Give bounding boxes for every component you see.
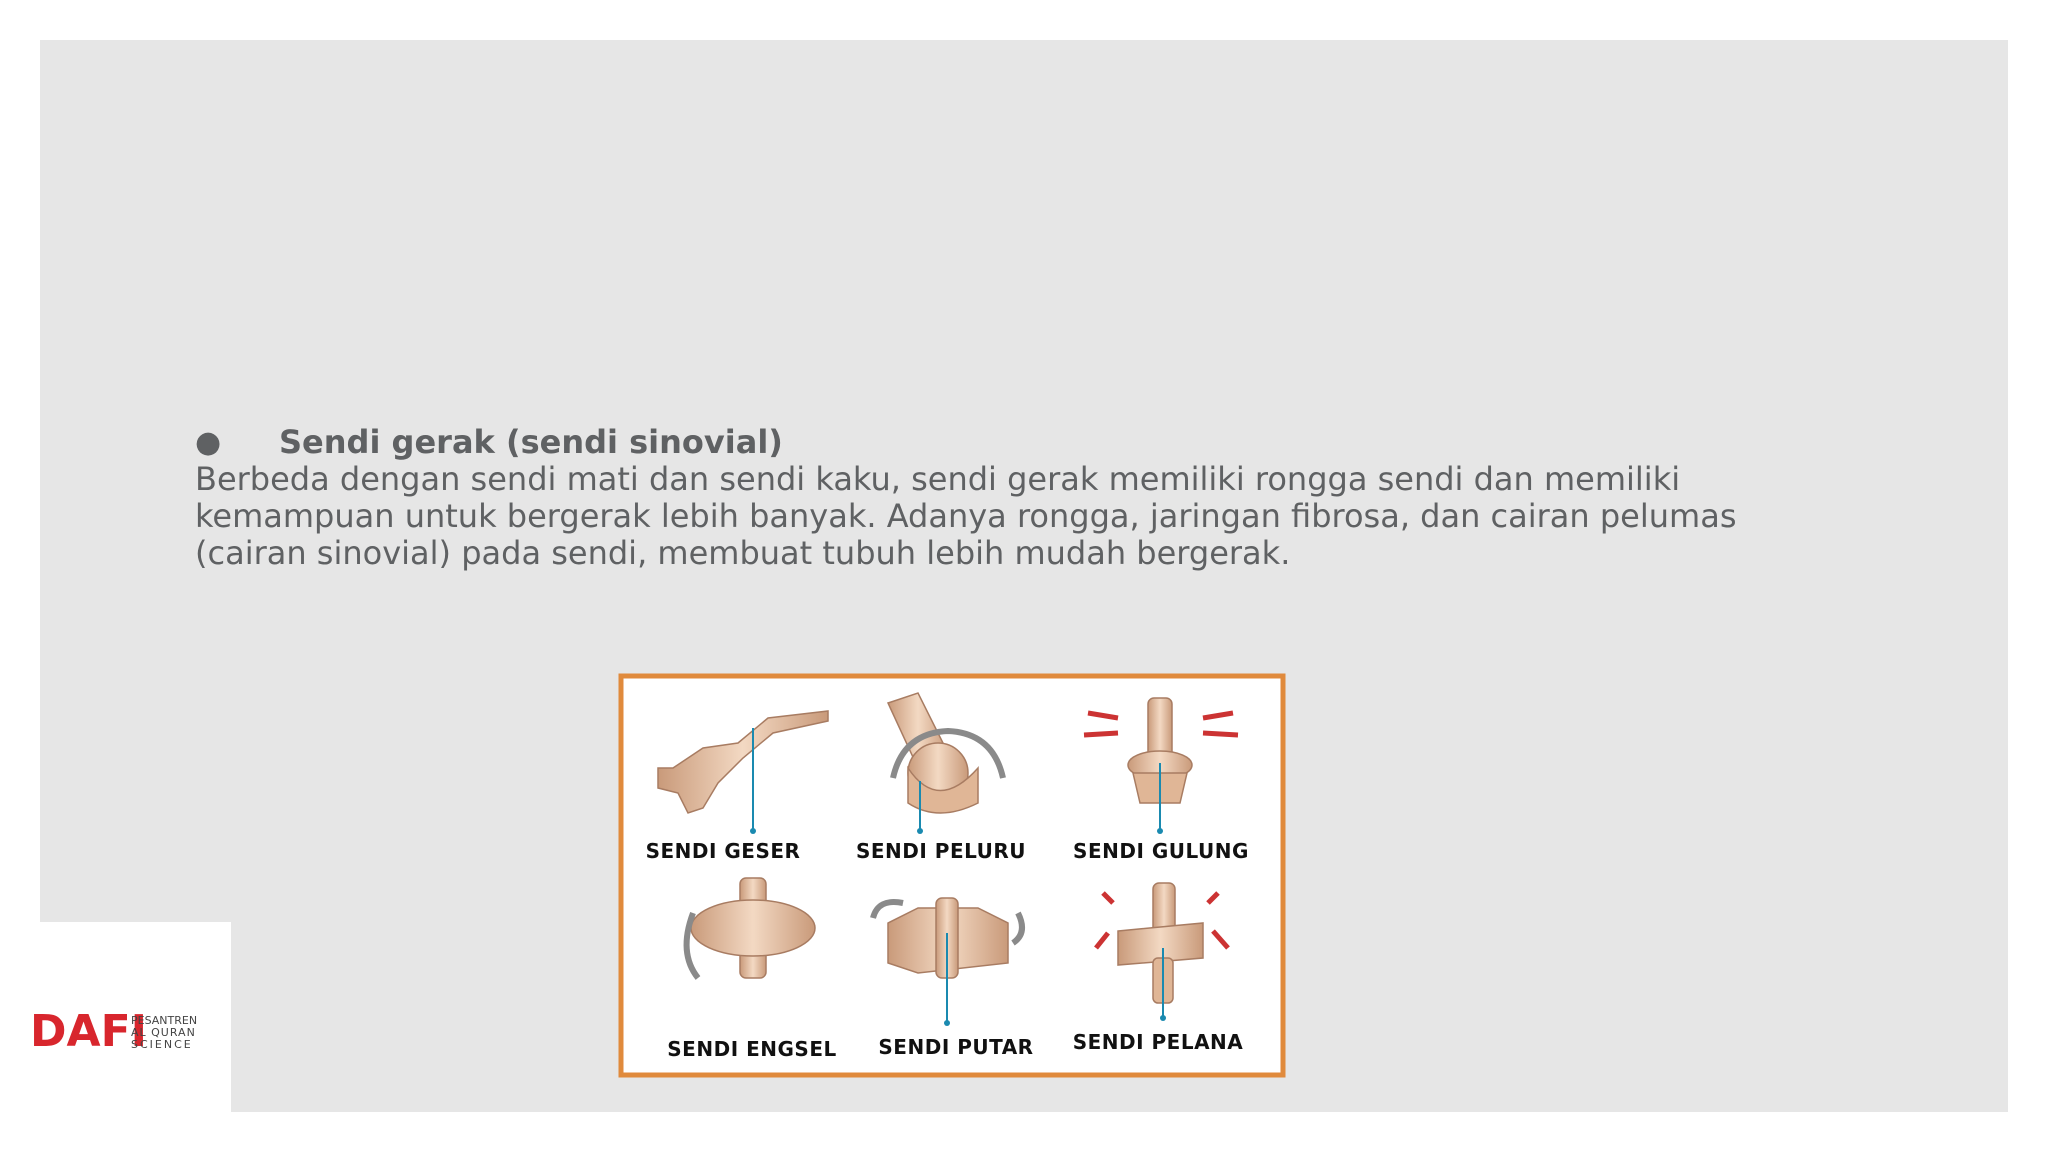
logo-line-3: SCIENCE: [131, 1038, 193, 1051]
section-heading: [195, 424, 1795, 461]
joint-types-figure: [618, 673, 1286, 1078]
paragraph-line-1: Berbeda dengan sendi mati dan sendi kaku, sendi gerak memiliki rongga sendi dan memiliki: [195, 460, 1681, 498]
logo-line-1: PESANTREN: [131, 1014, 198, 1027]
heading-text: Sendi gerak (sendi sinovial): [279, 423, 783, 461]
paragraph-line-3: (cairan sinovial) pada sendi, membuat tubuh lebih mudah bergerak.: [195, 534, 1291, 572]
label-sendi-engsel: SENDI ENGSEL: [667, 1037, 837, 1061]
content-text: [195, 424, 1795, 572]
figure-frame: [621, 676, 1283, 1075]
paragraph: [195, 461, 1795, 572]
label-sendi-geser: SENDI GESER: [645, 839, 801, 863]
bullet-icon: ●: [195, 425, 222, 460]
logo-line-2: AL QURAN: [131, 1026, 196, 1039]
dafi-logo: [30, 1000, 210, 1060]
label-sendi-pelana: SENDI PELANA: [1072, 1030, 1244, 1054]
paragraph-line-2: kemampuan untuk bergerak lebih banyak. Adanya rongga, jaringan fibrosa, dan cairan pelumas: [195, 497, 1737, 535]
logo-mark: DAFI: [30, 1006, 148, 1057]
label-sendi-putar: SENDI PUTAR: [878, 1035, 1034, 1059]
label-sendi-gulung: SENDI GULUNG: [1073, 839, 1249, 863]
label-sendi-peluru: SENDI PELURU: [855, 839, 1027, 863]
